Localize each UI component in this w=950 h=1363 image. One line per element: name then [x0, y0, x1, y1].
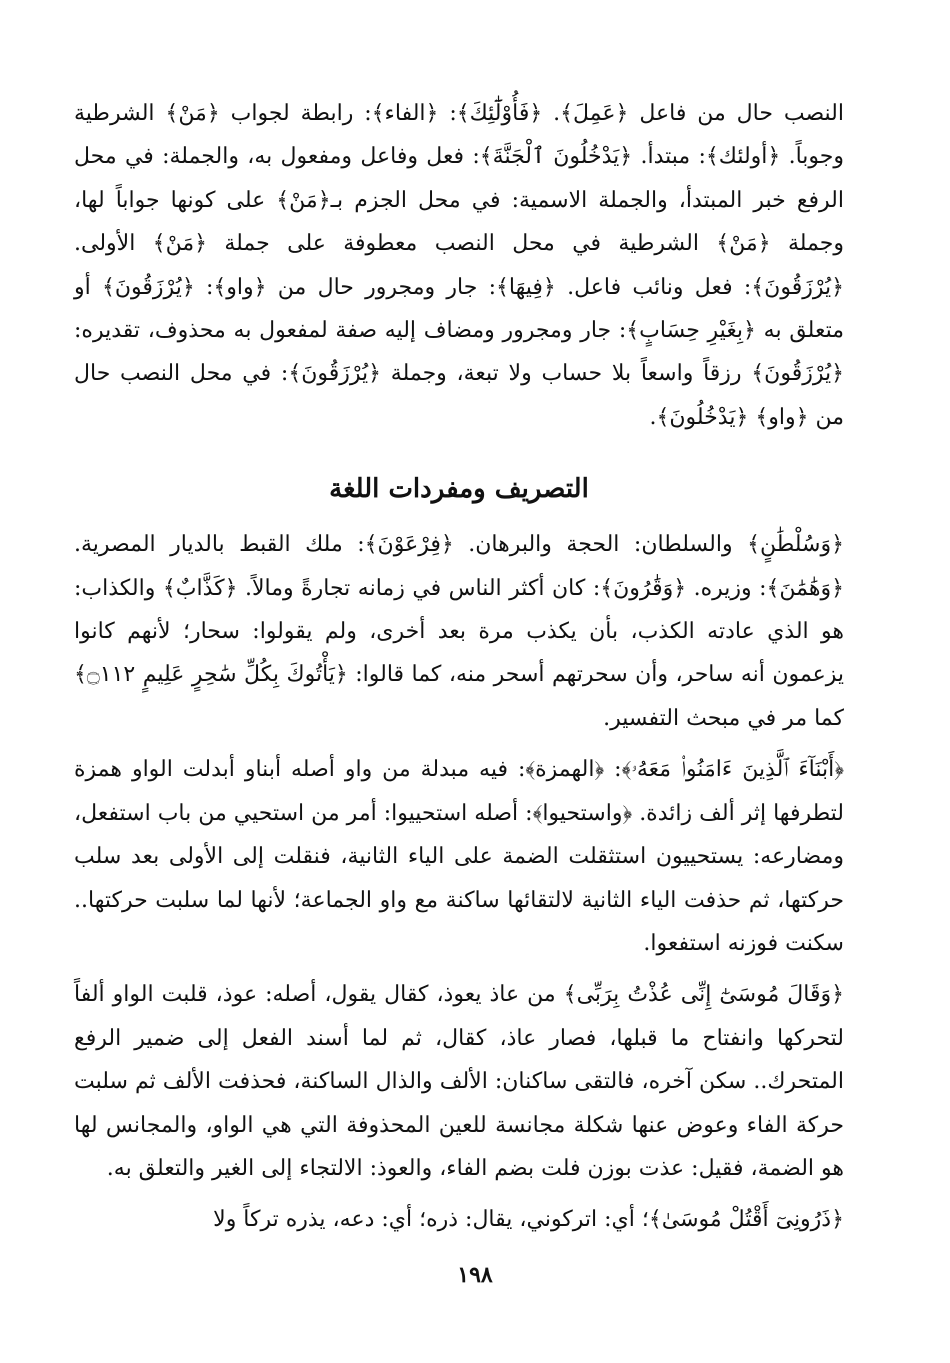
page-number: ١٩٨: [457, 1262, 493, 1288]
paragraph-udhtu: ﴿وَقَالَ مُوسَىٰٓ إِنِّى عُذْتُ بِرَبِّى﴾ من عاذ يعوذ، كقال يقول، أصله: عوذ، قلبت الواو ألفاً لتحركها وانفتاح ما قبلها، فصار عاذ، كقال، ثم لما أسند الفعل إلى ضمير الرفع المتحرك.. سكن آخره، فالتقى ساكنان: الألف والذال الساكنة، فحذفت الألف ثم سلبت حركة الفاء وعوض عنها شكلة مجانسة للعين المحذوفة التي هي الواو، والمجانس لها هو الضمة، فقيل: عذت بوزن فلت بضم الفاء، والعوذ: الالتجاء إلى الغير والتعلق به.: [74, 982, 844, 1181]
paragraph-abnaa: ﴿أَبْنَآءَ ٱلَّذِينَ ءَامَنُوا۟ مَعَهُۥ﴾: ﴿الهمزة﴾: فيه مبدلة من واو أصله أبناو أبدلت الواو همزة لتطرفها إثر ألف زائدة. ﴿واستحيوا﴾: أصله استحييوا: أمر من استحيي من باب استفعل، ومضارعه: يستحييون استثقلت الضمة على الياء الثانية، فنقلت إلى الأولى بعد سلب حركتها، ثم حذفت الياء الثانية لالتقائها ساكنة مع واو الجماعة؛ لأنها لما سلبت حركتها.. سكنت فوزنه استفعوا.: [74, 757, 844, 956]
section-heading: التصريف ومفردات اللغة: [329, 474, 589, 505]
paragraph-vocabulary: ﴿وَسُلْطَٰنٍ﴾ والسلطان: الحجة والبرهان. ﴿فِرْعَوْنَ﴾: ملك القبط بالديار المصرية. ﴿وَهَٰمَٰنَ﴾: وزيره. ﴿وَقَٰرُونَ﴾: كان أكثر الناس في زمانه تجارةً ومالاً. ﴿كَذَّابٌ﴾ والكذاب: هو الذي عادته الكذب، بأن يكذب مرة بعد أخرى، ولم يقولوا: سحار؛ لأنهم كانوا يزعمون أنه ساحر، وأن سحرتهم أسحر منه، كما قالوا: ﴿يَأْتُوكَ بِكُلِّ سَٰحِرٍ عَلِيمٍ ۝١١٢﴾ كما مر في مبحث التفسير.: [74, 532, 844, 731]
paragraph-grammar-analysis: النصب حال من فاعل ﴿عَمِلَ﴾. ﴿فَأُوْلَٰٓئِكَ﴾: ﴿الفاء﴾: رابطة لجواب ﴿مَنْ﴾ الشرطية وجوباً. ﴿أولئك﴾: مبتدأ. ﴿يَدْخُلُونَ ٱلْجَنَّةَ﴾: فعل وفاعل ومفعول به، والجملة: في محل الرفع خبر المبتدأ، والجملة الاسمية: في محل الجزم بـ﴿مَنْ﴾ على كونها جواباً لها، وجملة ﴿مَنْ﴾ الشرطية في محل النصب معطوفة على جملة ﴿مَنْ﴾ الأولى. ﴿يُرْزَقُونَ﴾: فعل ونائب فاعل. ﴿فِيهَا﴾: جار ومجرور حال من ﴿واو﴾: ﴿يُرْزَقُونَ﴾ أو متعلق به ﴿بِغَيْرِ حِسَابٍ﴾: جار ومجرور ومضاف إليه صفة لمفعول به محذوف، تقديره: ﴿يُرْزَقُونَ﴾ رزقاً واسعاً بلا حساب ولا تبعة، وجملة ﴿يُرْزَقُونَ﴾: في محل النصب حال من ﴿واو﴾ ﴿يَدْخُلُونَ﴾.: [74, 101, 844, 430]
paragraph-dharuni: ﴿ذَرُونِىٓ أَقْتُلْ مُوسَىٰ﴾؛ أي: اتركوني، يقال: ذره؛ أي: دعه، يذره تركاً ولا: [213, 1207, 844, 1233]
